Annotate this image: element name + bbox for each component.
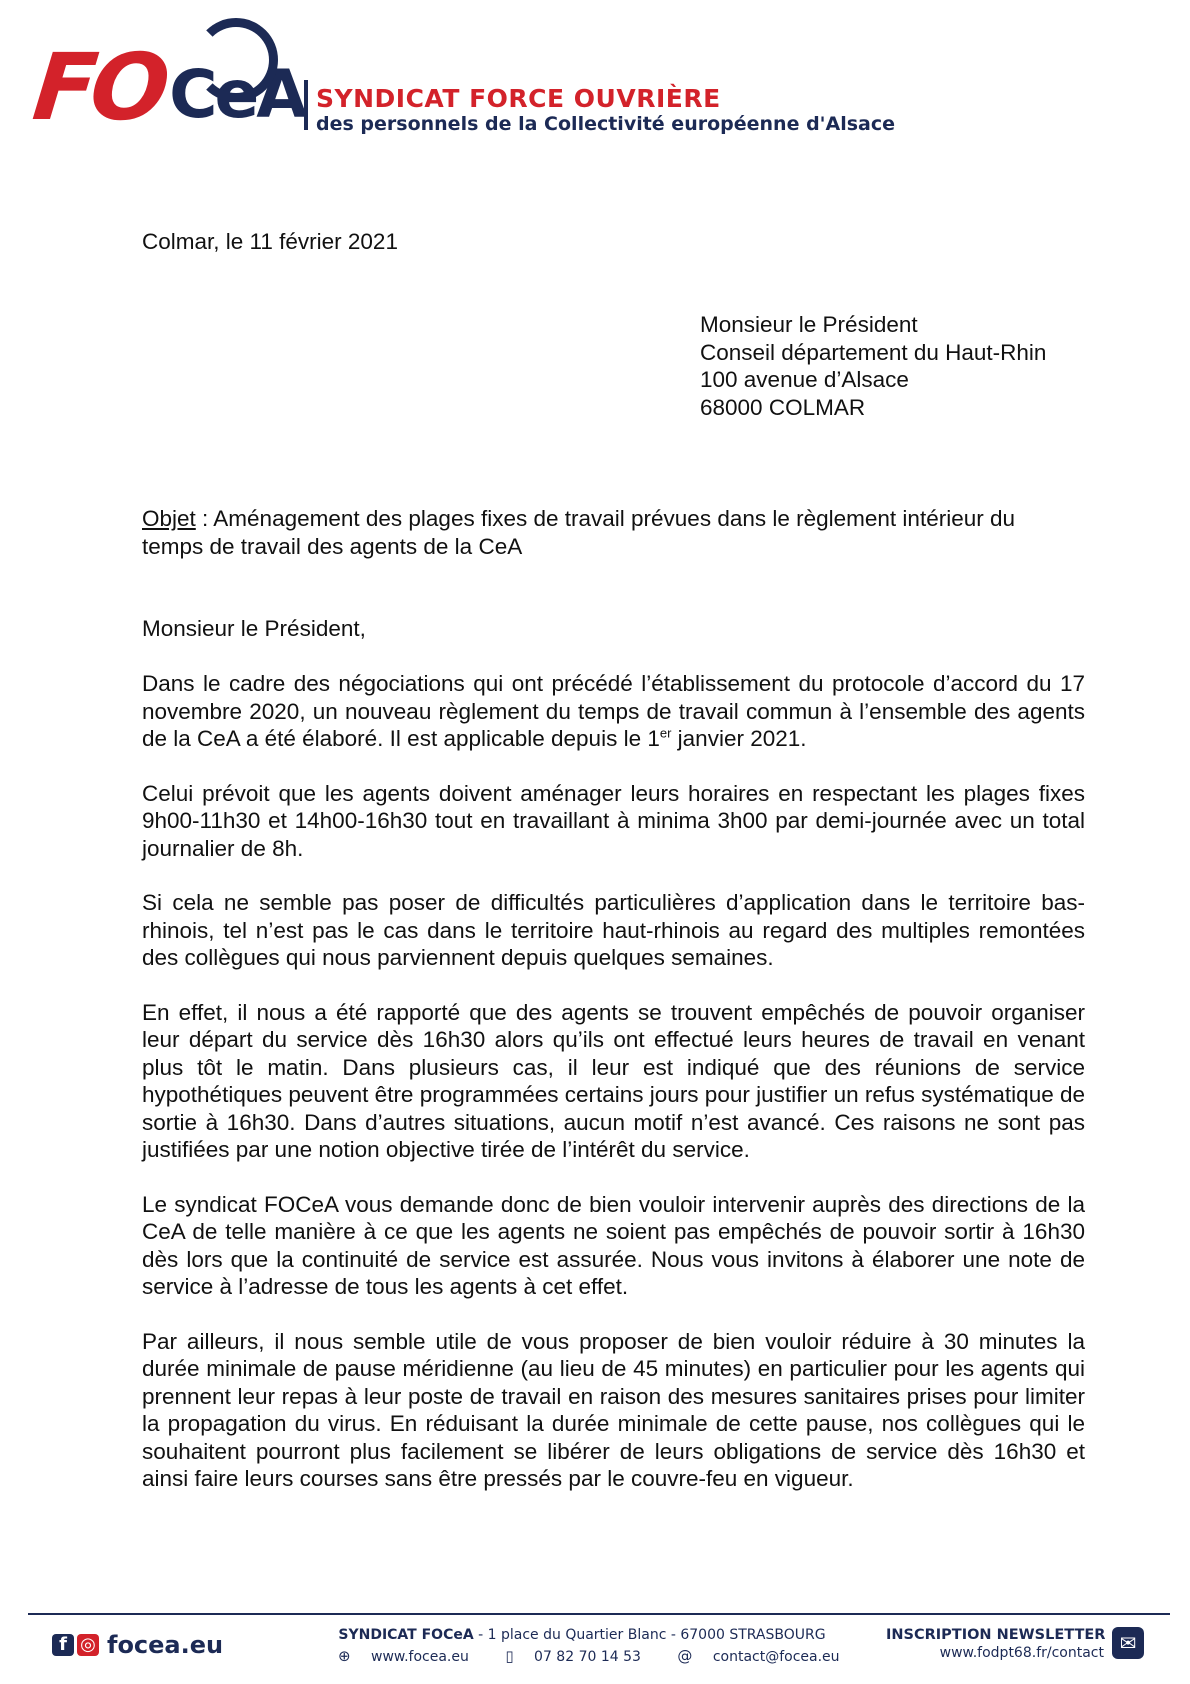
footer-web-text[interactable]: www.focea.eu [371, 1649, 469, 1665]
footer-org-name: SYNDICAT FOCeA [338, 1627, 474, 1643]
header-subtitle: des personnels de la Collectivité européenne d'Alsace [316, 113, 895, 135]
footer-org-line [322, 1627, 842, 1643]
logo-fo: FO [28, 34, 169, 141]
instagram-icon[interactable]: ◎ [77, 1634, 99, 1656]
recipient-line: 100 avenue d’Alsace [700, 367, 909, 392]
paragraph: Par ailleurs, il nous semble utile de vous proposer de bien vouloir réduire à 30 minutes la durée minimale de pause méridienne (au lieu de 45 minutes) en particulier pour les agents qui prennent leur repas à leur poste de travail en raison des mesures sanitaires prises pour limiter la propagation du virus. En réduisant la durée minimale de cette pause, nos collègues qui le souhaitent pourront plus facilement se libérer de leurs obligations de service dès 16h30 et ainsi faire leurs courses sans être pressés par le couvre-feu en vigueur. [142, 1328, 1085, 1491]
footer-phone[interactable] [497, 1649, 649, 1665]
subject-label: Objet [142, 506, 196, 531]
paragraph: Si cela ne semble pas poser de difficultés particulières d’application dans le territoire bas-rhinois, tel n’est pas le cas dans le territoire haut-rhinois au regard des multiples remontées des collègues qui nous parviennent depuis quelques semaines. [142, 890, 1085, 970]
header-title: SYNDICAT FORCE OUVRIÈRE [316, 84, 721, 113]
paragraph: Celui prévoit que les agents doivent aménager leurs horaires en respectant les plages fixes 9h00-11h30 et 14h00-16h30 tout en travaillant à minima 3h00 par demi-journée avec un total journalier de 8h. [142, 780, 1085, 861]
mail-icon[interactable]: ✉ [1112, 1627, 1144, 1659]
newsletter-title: INSCRIPTION NEWSLETTER [886, 1627, 1106, 1643]
paragraph-text: Dans le cadre des négociations qui ont précédé l’établissement du protocole d’accord du 17 novembre 2020, un nouveau règlement du temps de travail commun à l’ensemble des agents de la CeA a été élaboré. Il est applicable depuis le 1 [142, 671, 1085, 751]
footer-contact-block [322, 1627, 842, 1665]
footer-site-link[interactable]: focea.eu [107, 1631, 224, 1659]
footer-contacts [322, 1647, 842, 1665]
letter-date: Colmar, le 11 février 2021 [142, 229, 398, 254]
globe-icon: ⊕ [338, 1647, 351, 1665]
logo-ring-icon [194, 18, 278, 102]
footer-email-text[interactable]: contact@focea.eu [712, 1649, 840, 1665]
footer-divider [28, 1613, 1170, 1615]
recipient-line: Conseil département du Haut-Rhin [700, 339, 1047, 365]
recipient-line: Monsieur le Président [700, 312, 918, 337]
footer-social [52, 1631, 223, 1659]
ordinal-superscript: er [659, 725, 672, 741]
paragraph [142, 670, 1085, 753]
paragraph: Le syndicat FOCeA vous demande donc de bien vouloir intervenir auprès des directions de la CeA de telle manière à ce que les agents ne soient pas empêchés de pouvoir sortir à 16h30 dès lors que la continuité de service est assurée. Nous vous invitons à élaborer une note de service à l’adresse de tous les agents à cet effet. [142, 1191, 1085, 1299]
at-icon: @ [677, 1647, 693, 1665]
salutation: Monsieur le Président, [142, 616, 366, 641]
logo-cea: CeA [169, 56, 305, 133]
footer-email[interactable] [669, 1649, 847, 1665]
subject-text: : Aménagement des plages fixes de travail prévues dans le règlement intérieur du temps de travail des agents de la CeA [142, 506, 1015, 559]
paragraph-text: janvier 2021. [671, 726, 807, 751]
phone-icon: ▯ [505, 1647, 514, 1665]
newsletter-url[interactable]: www.fodpt68.fr/contact [939, 1645, 1104, 1661]
letter-body [142, 670, 1085, 1520]
header-divider [304, 80, 308, 130]
recipient-address [700, 311, 1046, 421]
facebook-icon[interactable]: f [52, 1634, 74, 1656]
recipient-line: 68000 COLMAR [700, 394, 866, 420]
paragraph: En effet, il nous a été rapporté que des agents se trouvent empêchés de pouvoir organiser leur départ du service dès 16h30 alors qu’ils ont effectué leurs heures de travail en venant plus tôt le matin. Dans plusieurs cas, il leur est indiqué que des réunions de service hypothétiques peuvent être programmées certains jours pour justifier un refus systématique de sortie à 16h30. Dans d’autres situations, aucun motif n’est avancé. Ces raisons ne sont pas justifiées par une notion objective tirée de l’intérêt du service. [142, 999, 1086, 1162]
footer-newsletter[interactable] [886, 1627, 1104, 1661]
footer-web[interactable] [330, 1649, 477, 1665]
footer-org-address: - 1 place du Quartier Blanc - 67000 STRASBOURG [473, 1627, 826, 1643]
footer-phone-text[interactable]: 07 82 70 14 53 [534, 1649, 641, 1665]
letter-subject [142, 505, 1082, 560]
